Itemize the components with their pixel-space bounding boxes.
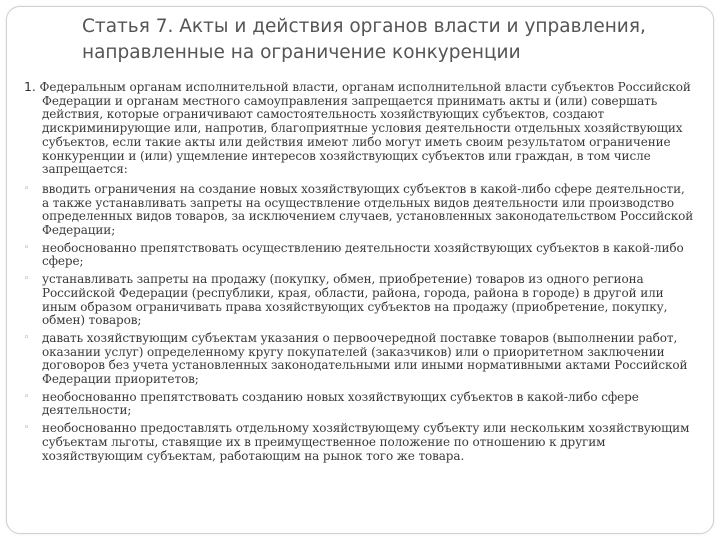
list-item-text: необоснованно препятствовать созданию новых хозяйствующих субъектов в какой-либо сфере деятельности;	[42, 389, 639, 418]
bullet-icon: ◦	[24, 183, 30, 194]
list-item-text: необоснованно предоставлять отдельному хозяйствующему субъекту или нескольким хозяйствующим субъектам льготы, ставящие их в преимущественное положение по отношению к другим хозяйствующим субъектам, работающим на рынок того же товара.	[42, 421, 690, 463]
list-item	[22, 242, 694, 269]
list-item	[22, 183, 694, 238]
list-item-text: необоснованно препятствовать осуществлению деятельности хозяйствующих субъектов в какой-либо сфере;	[42, 240, 684, 269]
list-item-text: устанавливать запреты на продажу (покупку, обмен, приобретение) товаров из одного региона Российской Федерации (республики, края, области, района, города, района в городе) в другой или иным образом ограничивать права хозяйствующих субъектов на продажу (приобретение, покупку, обмен) товаров;	[42, 272, 668, 328]
bullet-icon: ◦	[24, 242, 30, 253]
list-item-text: давать хозяйствующим субъектам указания о первоочередной поставке товаров (выполнении работ, оказании услуг) определенному кругу покупателей (заказчиков) или о приоритетном заключении договоров без учета установленных законодательными или иными нормативными актами Российской Федерации приоритетов;	[42, 330, 688, 387]
title-line-2: направленные на ограничение конкуренции	[82, 42, 521, 63]
list-item	[22, 391, 694, 418]
title-line-1: Статья 7. Акты и действия органов власти и управления,	[82, 16, 646, 37]
bullet-icon: ◦	[24, 391, 30, 402]
prohibition-list	[22, 183, 694, 463]
bullet-icon: ◦	[24, 274, 30, 285]
article-body	[22, 80, 694, 467]
bullet-icon: ◦	[24, 423, 30, 434]
intro-paragraph	[22, 80, 694, 177]
bullet-icon: ◦	[24, 332, 30, 343]
list-item	[22, 422, 694, 463]
list-item	[22, 273, 694, 328]
list-item-text: вводить ограничения на создание новых хозяйствующих субъектов в какой-либо сфере деятельности, а также устанавливать запреты на осуществление отдельных видов деятельности или производство определенных видов товаров, за исключением случаев, установленных законодательством Российской Федерации;	[42, 181, 694, 238]
paragraph-number: 1.	[24, 79, 36, 94]
intro-text: Федеральным органам исполнительной власти, органам исполнительной власти субъектов Российской Федерации и органам местного самоуправления запрещается принимать акты и (или) совершать действия, которые ограничивают самостоятельность хозяйствующих субъектов, создают дискриминирующие или, напротив, благоприятные условия деятельности отдельных хозяйствующих субъектов, если такие акты или действия имеют либо могут иметь своим результатом ограничение конкуренции и (или) ущемление интересов хозяйствующих субъектов или граждан, в том числе запрещается:	[39, 80, 691, 177]
list-item	[22, 332, 694, 387]
slide-title	[82, 14, 682, 66]
